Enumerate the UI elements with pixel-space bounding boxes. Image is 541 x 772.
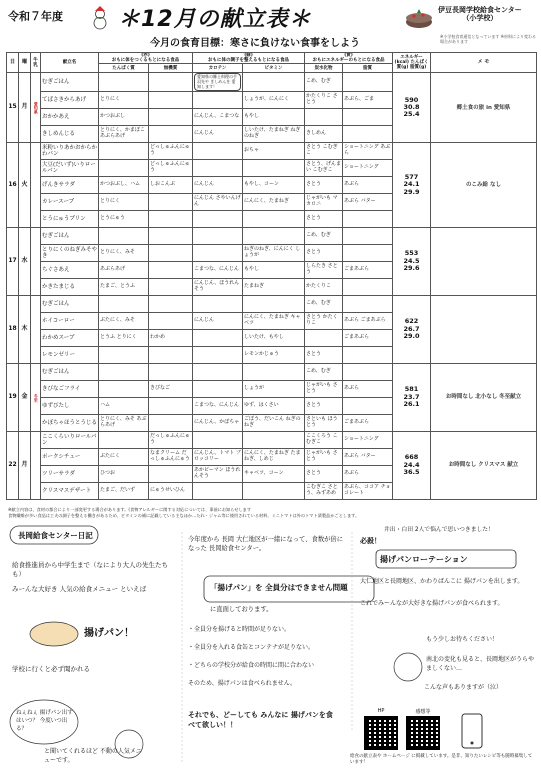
green-vitamin: しょうが [243, 381, 305, 398]
green-vitamin: ごぼう、だいこん ねぎのねぎ [243, 415, 305, 432]
red-mineral [149, 296, 193, 313]
diary-mid-2: 「揚げパン」を 全員分はできません問題 [210, 583, 348, 592]
red-protein: ひつお [99, 466, 149, 483]
dish-name: 大豆(だいず)いりロールパン [41, 160, 99, 177]
red-protein: ハム [99, 398, 149, 415]
header-yellow-b: 脂質 [343, 64, 393, 73]
nutrition-value: 29.0 [403, 332, 420, 341]
yellow-fat [343, 296, 393, 313]
nutrition-value: 29.9 [403, 187, 420, 196]
yellow-fat [343, 347, 393, 364]
green-vitamin: しいたけ、たまねぎ ねぎのねぎ [243, 126, 305, 143]
diary-mid-1: 今年度から 長岡 大仁地区が一緒になって、食数が倍になった 長岡給食センター。 [188, 536, 344, 552]
center-sub-text: （小学校） [462, 14, 498, 23]
header-red-group [99, 53, 193, 64]
hp-qr-code[interactable] [364, 716, 398, 750]
red-mineral: きびなご [149, 381, 193, 398]
red-mineral [149, 262, 193, 279]
yellow-fat [343, 228, 393, 245]
yellow-fat: あぶら、ごま [343, 92, 393, 109]
red-protein [99, 296, 149, 313]
milk-cell [31, 143, 41, 228]
red-mineral: どっしゅふんにゅう [149, 160, 193, 177]
red-protein: とりにく、みそ あぶらあげ [99, 415, 149, 432]
diary-right-6: もう少しお待ちください！ [426, 636, 499, 643]
menu-note-1: ※献立内容は、食材の都合により一部変更する場合があります。(食物アレルギーに関する対応については、事前にお知らせします [8, 507, 252, 512]
yellow-fat [343, 126, 393, 143]
center-name [438, 6, 522, 23]
yellow-carb: かたくりこ さとう [305, 92, 343, 109]
yellow-carb: こめ、むぎ [305, 296, 343, 313]
red-protein [99, 228, 149, 245]
yellow-fat: あぶら、ココア チョコレート [343, 483, 393, 500]
green-vitamin: もやし、コーン [243, 177, 305, 194]
header-green-group [193, 53, 305, 64]
diary-right-3: 井出・白田 2人で悩んで思いつきました！ [384, 527, 494, 533]
header-nutrition: エネルギー(kcal) たんぱく質(g) 脂質(g) [393, 53, 431, 73]
red-protein [99, 160, 149, 177]
green-carotene [193, 296, 243, 313]
diary-right-8: 南北の変化も見ると、長岡地区がうらやましくない… [426, 656, 535, 672]
green-vitamin: キャベツ、コーン [243, 466, 305, 483]
red-mineral [149, 313, 193, 330]
yellow-carb: さといも ほうとう [305, 415, 343, 432]
green-vitamin: しょうが、にんにく [243, 92, 305, 109]
weekday: 火 [19, 143, 31, 228]
yellow-carb: きしめん [305, 126, 343, 143]
green-carotene: こまつな、にんじん [193, 398, 243, 415]
diary-right-4: 大仁地区と長岡地区、かわりばんこに 揚げパンを出します。 [360, 578, 524, 585]
yellow-fat: ショートニング [343, 160, 393, 177]
nutrition-value: 622 [404, 317, 419, 326]
red-mineral [149, 126, 193, 143]
nutrition-value: 30.8 [403, 103, 420, 111]
green-vitamin: たまねぎ [243, 279, 305, 296]
page-header [0, 0, 541, 60]
dish-name: きびなごフライ [41, 381, 99, 398]
yellow-fat: あぶら [343, 381, 393, 398]
nutrition-values [393, 364, 431, 432]
dish-name: ツリーサラダ [41, 466, 99, 483]
green-vitamin [243, 432, 305, 449]
dish-name: カレースープ [41, 194, 99, 211]
center-note: ※小学校食育通信となっています ※材料により変わる場合があります [440, 34, 536, 45]
nutrition-value: 581 [404, 385, 419, 394]
yellow-fat: あぶら バター [343, 194, 393, 211]
diary-bubble: ねぇねぇ 揚げパン出すはいつ？ 今度いつ出る？ [16, 710, 73, 732]
header-green-tag: (緑) [244, 53, 253, 58]
dish-name: むぎごはん [41, 228, 99, 245]
red-protein: とりにく [99, 194, 149, 211]
header-yellow-tag: (黄) [344, 53, 353, 58]
yellow-fat: あぶら ごまあぶら [343, 313, 393, 330]
green-vitamin [243, 228, 305, 245]
green-carotene [193, 245, 243, 262]
header-green-a: カロテン [193, 64, 243, 73]
green-vitamin [243, 73, 305, 92]
yellow-carb: さとう かたくりこ [305, 313, 343, 330]
red-mineral [149, 364, 193, 381]
dish-name: ここくらいりロールパン [41, 432, 99, 449]
nutrition-value: 577 [404, 172, 419, 181]
green-vitamin: もやし [243, 109, 305, 126]
header-memo: メ モ [431, 53, 537, 73]
weekday: 木 [19, 296, 31, 364]
header-green-b: ビタミン [243, 64, 305, 73]
survey-qr-code[interactable] [406, 716, 440, 750]
yellow-carb: さとう [305, 245, 343, 262]
red-protein [99, 364, 149, 381]
yellow-carb: さとう [305, 211, 343, 228]
dish-name: ちぐさあえ [41, 262, 99, 279]
memo-cell: のこみ給 なし [431, 143, 537, 228]
nutrition-value: 24.5 [403, 256, 420, 265]
nutrition-value: 24.4 [403, 460, 420, 469]
memo-cell [431, 228, 537, 296]
diary-mid-6: ・どちらの学校分が給食の時間に間に合わない [188, 662, 315, 669]
nutrition-value: 24.1 [403, 180, 420, 189]
green-vitamin: にんにく、たまねぎ たまねぎ、しめじ [243, 449, 305, 466]
red-mineral [149, 109, 193, 126]
dish-name: 米粉いりあかおからかわパン [41, 143, 99, 160]
survey-label: 感想等 [415, 709, 431, 715]
memo-cell [431, 296, 537, 364]
red-mineral: わかめ [149, 330, 193, 347]
green-carotene [193, 160, 243, 177]
red-mineral [149, 92, 193, 109]
yellow-carb: さとう、げんまい こむぎこ [305, 160, 343, 177]
red-mineral [149, 415, 193, 432]
green-carotene [193, 330, 243, 347]
nutrition-value: 36.5 [403, 468, 420, 477]
header-milk: 牛乳 [31, 53, 41, 73]
center-name-text: 伊豆長岡学校給食センター [438, 6, 522, 14]
menu-note-2: 食物繊維が多い食品は工夫の調子を整える働きがあるため、ビタミンの補に記載している主なほか…たれ・ジャム等に使用されている材料、ミニトマトは外のトマト漬製品かごとします。 [8, 512, 360, 518]
nutrition-value: 590 [404, 95, 419, 104]
diary-title: 長岡給食センター日記 [18, 531, 93, 540]
yellow-carb: こむぎこ さとう、みずあめ [305, 483, 343, 500]
red-mineral [149, 194, 193, 211]
yellow-fat: ごまあぶら [343, 262, 393, 279]
header-red-tag: (赤) [141, 53, 150, 58]
red-mineral: だっしゅふんにゅう [149, 432, 193, 449]
day-number: 19 [7, 364, 19, 432]
phone-icon [452, 712, 492, 752]
green-vitamin [243, 364, 305, 381]
milk-cell [31, 364, 41, 432]
yellow-fat: ショートニング あぶら [343, 143, 393, 160]
table-row [7, 364, 537, 381]
day-number: 22 [7, 432, 19, 500]
menu-notes [8, 507, 534, 519]
weekday: 月 [19, 432, 31, 500]
dish-name: むぎごはん [41, 73, 99, 92]
day-badge: 愛知県 [33, 101, 39, 114]
nutrition-value: 668 [404, 453, 419, 462]
dish-name: かきたまじる [41, 279, 99, 296]
dish-name: わかめスープ [41, 330, 99, 347]
red-mineral [149, 347, 193, 364]
red-mineral [149, 398, 193, 415]
nutrition-values [393, 228, 431, 296]
yellow-carb: さとう [305, 347, 343, 364]
yellow-carb: じゃがいも マカロニ [305, 194, 343, 211]
green-carotene [193, 381, 243, 398]
center-diary [4, 522, 538, 768]
memo-cell: お時間なし クリスマス 献立 [431, 432, 537, 500]
yellow-carb: ここくろう こむぎこ [305, 432, 343, 449]
yellow-carb [305, 109, 343, 126]
red-protein: ぶたにく、みそ [99, 313, 149, 330]
dish-name: むぎごはん [41, 364, 99, 381]
red-mineral [149, 211, 193, 228]
nutrition-values [393, 296, 431, 364]
red-protein: あぶらあげ [99, 262, 149, 279]
milk-cell [31, 432, 41, 500]
weekday: 金 [19, 364, 31, 432]
green-vitamin: もやし [243, 262, 305, 279]
weekday: 月 [19, 73, 31, 143]
hp-label: HP [377, 708, 385, 714]
day-badge: 冬至 [33, 393, 39, 402]
green-carotene [193, 73, 243, 92]
yellow-fat: ショートニング [343, 432, 393, 449]
milk-cell [31, 73, 41, 143]
table-row [7, 228, 537, 245]
green-carotene: あかピーマン ほうれんそう [193, 466, 243, 483]
yellow-carb: しらたき さとう [305, 262, 343, 279]
yellow-carb [305, 330, 343, 347]
header-dish: 献立名 [41, 53, 99, 73]
green-carotene [193, 364, 243, 381]
diary-mid-3: に直面しております。 [210, 606, 273, 613]
page-title: ＊12月の献立表＊ [118, 7, 312, 32]
christmas-cake-icon [404, 6, 434, 30]
green-carotene [193, 432, 243, 449]
yellow-fat [343, 398, 393, 415]
menu-table [6, 52, 537, 500]
day-number: 17 [7, 228, 19, 296]
red-mineral [149, 466, 193, 483]
green-carotene: こまつな、にんじん [193, 262, 243, 279]
red-protein: とりにく、かまぼこ あぶらあげ [99, 126, 149, 143]
yellow-fat: あぶら [343, 177, 393, 194]
footer-note: 給食の献立表や ホームページ に掲載しています。是非、知りたいレシピ等も随時募集しています！ [350, 754, 533, 765]
yellow-carb: かたくりこ [305, 279, 343, 296]
red-protein [99, 347, 149, 364]
yellow-fat: ごまあぶら [343, 415, 393, 432]
yellow-carb: じゃがいも さとう [305, 449, 343, 466]
fiscal-year-label: 令和７年度 [8, 10, 63, 23]
dish-name: レモンゼリー [41, 347, 99, 364]
yellow-carb: こめ、むぎ [305, 73, 343, 92]
yellow-carb: さとう [305, 466, 343, 483]
header-yellow-a: 炭水化物 [305, 64, 343, 73]
dish-name: クリスマスデザート [41, 483, 99, 500]
dish-name: かぼちゃほうとうじる [41, 415, 99, 432]
green-carotene: にんじん、こまつな [193, 109, 243, 126]
header-yellow-desc: おもにエネルギーのもとになる食品 [312, 58, 385, 64]
yellow-fat [343, 279, 393, 296]
green-carotene [193, 143, 243, 160]
green-vitamin: レモンかじゅう [243, 347, 305, 364]
red-protein: とりにく、みそ [99, 245, 149, 262]
yellow-carb: こめ、むぎ [305, 364, 343, 381]
dish-name: きしめんじる [41, 126, 99, 143]
yellow-carb: さとう こむぎこ [305, 143, 343, 160]
yellow-carb: こめ、むぎ [305, 228, 343, 245]
green-carotene: にんじん、かぼちゃ [193, 415, 243, 432]
diary-left-2: みーんな大好き 人気の給食メニュー といえば [12, 585, 147, 593]
red-mineral: どっしゅふんにゅう [149, 143, 193, 160]
diary-right-7: こんな声もありますが（泣） [424, 684, 503, 691]
diary-mid-8: それでも、どーしても みんなに 揚げパンを食べて欲しい！！ [188, 711, 333, 729]
green-carotene: にんじん さやいんげん [193, 194, 243, 211]
green-vitamin: おちゃ [243, 143, 305, 160]
diary-left-1: 給食推進員から中学生まで（なにより大人の先生たちも） [12, 561, 168, 578]
dish-name: ポークシチュー [41, 449, 99, 466]
red-protein [99, 381, 149, 398]
yellow-carb: さとう [305, 398, 343, 415]
header-green-desc: おもに体の調子を整えるもとになる食品 [208, 58, 289, 64]
dish-name: むぎごはん [41, 296, 99, 313]
yellow-carb: さとう [305, 177, 343, 194]
green-carotene: にんじん [193, 313, 243, 330]
header-weekday: 曜 [19, 53, 31, 73]
yellow-fat [343, 245, 393, 262]
green-carotene [193, 211, 243, 228]
red-protein: たまご、とうふ [99, 279, 149, 296]
diary-mid-7: そのため、揚げパンは食べられません。 [188, 680, 297, 687]
yellow-fat [343, 109, 393, 126]
red-protein: ぶたにく [99, 449, 149, 466]
green-vitamin [243, 483, 305, 500]
diary-mid-5: ・全員分を入れる食缶とコンテナが足りない。 [188, 644, 315, 651]
green-carotene: にんじん、トマト ブロッコリー [193, 449, 243, 466]
dish-name: げんきサラダ [41, 177, 99, 194]
yellow-fat: ごまあぶら [343, 330, 393, 347]
menu-body [7, 73, 537, 500]
red-protein: とうにゅう [99, 211, 149, 228]
red-mineral [149, 245, 193, 262]
day-number: 16 [7, 143, 19, 228]
green-vitamin: ねぎのねぎ、にんにく しょうが [243, 245, 305, 262]
yellow-carb: じゃがいも さとう [305, 381, 343, 398]
dish-name: ゆずびたし [41, 398, 99, 415]
nutrition-values [393, 73, 431, 143]
red-mineral [149, 73, 193, 92]
dish-name: ホイコーロー [41, 313, 99, 330]
red-mineral [149, 228, 193, 245]
snowman-icon [88, 6, 112, 30]
yellow-fat: あぶら バター [343, 449, 393, 466]
nutrition-value: 25.4 [403, 110, 420, 119]
green-carotene [193, 228, 243, 245]
diary-right-2: 揚げパンローテーション [380, 555, 468, 564]
red-protein: かつおぶし、ハム [99, 177, 149, 194]
green-vitamin: ゆず、はくさい [243, 398, 305, 415]
header-red-a: たんぱく質 [99, 64, 149, 73]
red-mineral: なまクリーム だっしゅふんにゅう [149, 449, 193, 466]
day-number: 15 [7, 73, 19, 143]
red-protein [99, 432, 149, 449]
green-carotene [193, 92, 243, 109]
diary-mid-4: ・全員分を揚げると時間が足りない。 [188, 626, 291, 633]
dish-name: とうにゅうプリン [41, 211, 99, 228]
table-row [7, 143, 537, 160]
nutrition-value: 29.6 [403, 264, 420, 273]
red-protein [99, 73, 149, 92]
red-protein: とりにく [99, 92, 149, 109]
header-yellow-group [305, 53, 393, 64]
dish-name: てばさきからあげ [41, 92, 99, 109]
yellow-fat [343, 364, 393, 381]
red-mineral: にゅうせいひん [149, 483, 193, 500]
monthly-goal: 今月の食育目標：寒さに負けない食事をしよう [150, 38, 360, 49]
local-food-note: 愛知県の郷土料理の手羽先や きしめんを 愛知します！ [194, 73, 241, 91]
green-carotene: にんじん、ほうれんそう [193, 279, 243, 296]
green-vitamin: にんにく、たまねぎ キャベツ [243, 313, 305, 330]
memo-cell: 郷土食の旅 in 愛知県 [431, 73, 537, 143]
table-row [7, 296, 537, 313]
header-red-b: 無機質 [149, 64, 193, 73]
memo-cell: お時間なし 北小なし 冬至献立 [431, 364, 537, 432]
table-row [7, 73, 537, 92]
yellow-fat: あぶら [343, 466, 393, 483]
header-red-desc: おもに体をつくるもとになる食品 [111, 58, 180, 64]
yellow-fat [343, 73, 393, 92]
diary-right-5: これでみーんなが大好きな揚げパンが食べられます。 [360, 600, 504, 607]
nutrition-value: 26.7 [403, 324, 420, 333]
nutrition-values [393, 432, 431, 500]
diary-left-4: 学校に行くと必ず聞かれる [12, 665, 90, 673]
yellow-fat [343, 211, 393, 228]
weekday: 水 [19, 228, 31, 296]
green-carotene [193, 347, 243, 364]
nutrition-values [393, 143, 431, 228]
dish-name: とりにくのねぎみそやき [41, 245, 99, 262]
nutrition-value: 26.1 [403, 400, 420, 409]
milk-cell [31, 296, 41, 364]
green-vitamin [243, 211, 305, 228]
red-mineral [149, 279, 193, 296]
green-vitamin: にんにく、たまねぎ [243, 194, 305, 211]
green-vitamin [243, 160, 305, 177]
dish-name: おかかあえ [41, 109, 99, 126]
green-vitamin [243, 296, 305, 313]
milk-cell [31, 228, 41, 296]
diary-left-3: 揚げパン！ [84, 628, 134, 639]
red-protein: とうふ とりにく [99, 330, 149, 347]
green-carotene: にんじん [193, 126, 243, 143]
red-protein: たまご、だいず [99, 483, 149, 500]
green-carotene: にんじん [193, 177, 243, 194]
day-number: 18 [7, 296, 19, 364]
red-protein: かつおぶし [99, 109, 149, 126]
green-vitamin: しいたけ、もやし [243, 330, 305, 347]
table-row [7, 432, 537, 449]
red-protein [99, 143, 149, 160]
nutrition-value: 553 [404, 249, 419, 258]
diary-left-5: と聞いてくれるほど 不動の人気メニューです。 [44, 748, 142, 764]
header-day: 日 [7, 53, 19, 73]
red-mineral: しおこんぶ [149, 177, 193, 194]
nutrition-value: 23.7 [403, 392, 420, 401]
diary-right-1: 必殺！ [360, 537, 381, 545]
green-carotene [193, 483, 243, 500]
